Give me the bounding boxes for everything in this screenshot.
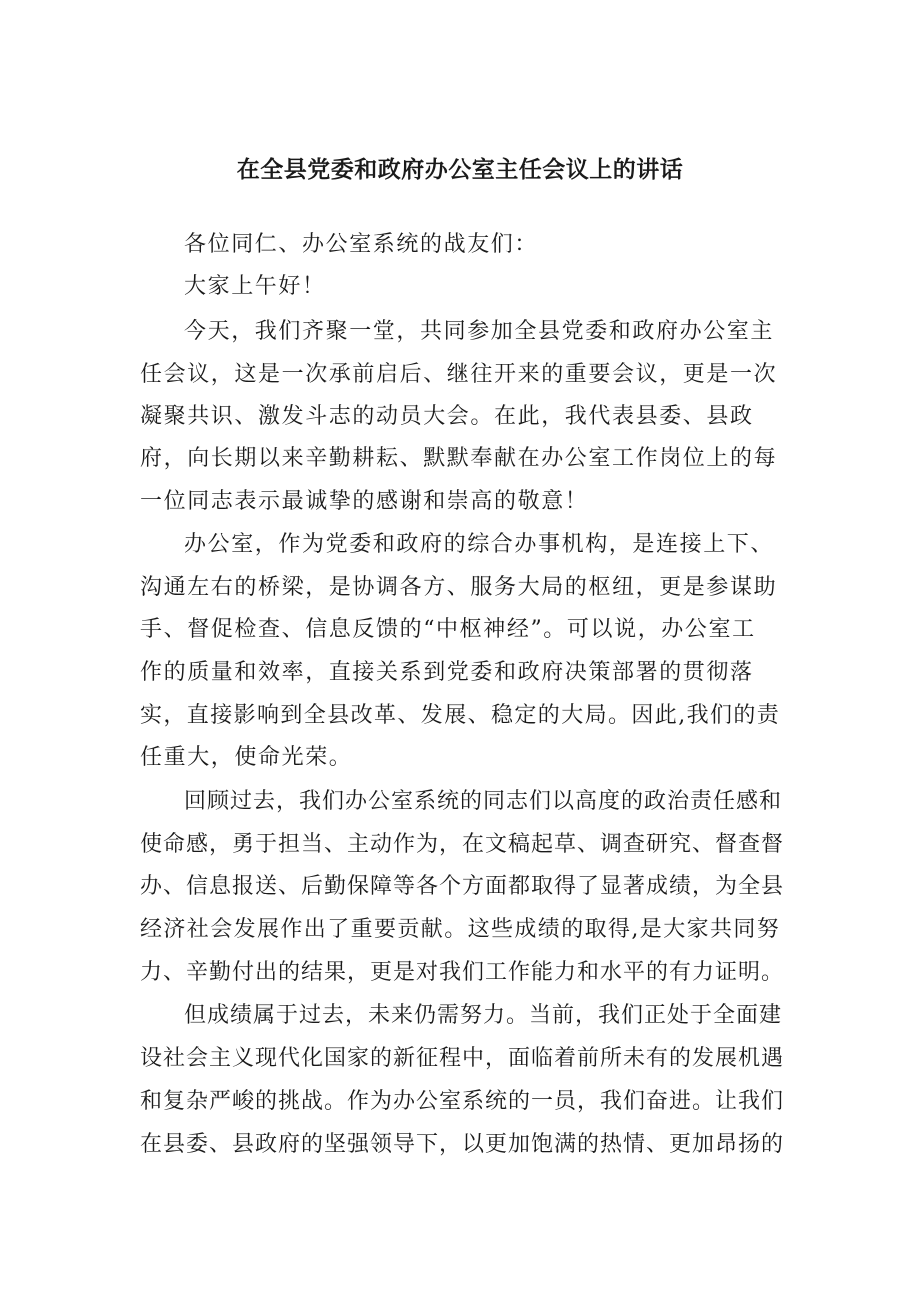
text-line: 任会议，这是一次承前启后、继往开来的重要会议，更是一次 xyxy=(140,362,778,387)
text-line: 沟通左右的桥梁，是协调各方、服务大局的枢纽，更是参谋助 xyxy=(140,575,778,600)
text-line: 各位同仁、办公室系统的战友们： xyxy=(184,232,539,257)
text-line: 一位同志表示最诚挚的感谢和崇高的敬意！ xyxy=(140,489,589,514)
text-line: 经济社会发展作出了重要贡献。这些成绩的取得,是大家共同努 xyxy=(140,917,781,942)
text-line: 使命感，勇于担当、主动作为，在文稿起草、调查研究、督查督 xyxy=(140,832,785,857)
text-line: 办、信息报送、后勤保障等各个方面都取得了显著成绩，为全县 xyxy=(140,874,785,899)
text-line: 在县委、县政府的坚强领导下，以更加饱满的热情、更加昂扬的 xyxy=(140,1132,785,1157)
text-line: 作的质量和效率，直接关系到党委和政府决策部署的贯彻落 xyxy=(140,660,754,685)
text-line: 手、督促检查、信息反馈的“中枢神经”。可以说，办公室工 xyxy=(140,617,756,642)
text-line: 回顾过去，我们办公室系统的同志们以高度的政治责任感和 xyxy=(184,789,783,814)
text-line: 和复杂严峻的挑战。作为办公室系统的一员，我们奋进。让我们 xyxy=(140,1089,785,1114)
text-line: 力、辛勤付出的结果，更是对我们工作能力和水平的有力证明。 xyxy=(140,960,785,985)
text-line: 实，直接影响到全县改革、发展、稳定的大局。因此,我们的责 xyxy=(140,703,781,728)
text-line: 但成绩属于过去，未来仍需努力。当前，我们正处于全面建 xyxy=(184,1003,783,1028)
text-line: 凝聚共识、激发斗志的动员大会。在此，我代表县委、县政 xyxy=(140,404,754,429)
text-line: 今天，我们齐聚一堂，共同参加全县党委和政府办公室主 xyxy=(184,319,775,344)
text-line: 大家上午好！ xyxy=(184,274,326,299)
document-title: 在全县党委和政府办公室主任会议上的讲话 xyxy=(236,157,684,183)
text-line: 府，向长期以来辛勤耕耘、默默奉献在办公室工作岗位上的每 xyxy=(140,446,778,471)
text-line: 任重大，使命光荣。 xyxy=(140,745,353,770)
text-line: 设社会主义现代化国家的新征程中，面临着前所未有的发展机遇 xyxy=(140,1046,785,1071)
text-line: 办公室，作为党委和政府的综合办事机构，是连接上下、 xyxy=(184,532,775,557)
